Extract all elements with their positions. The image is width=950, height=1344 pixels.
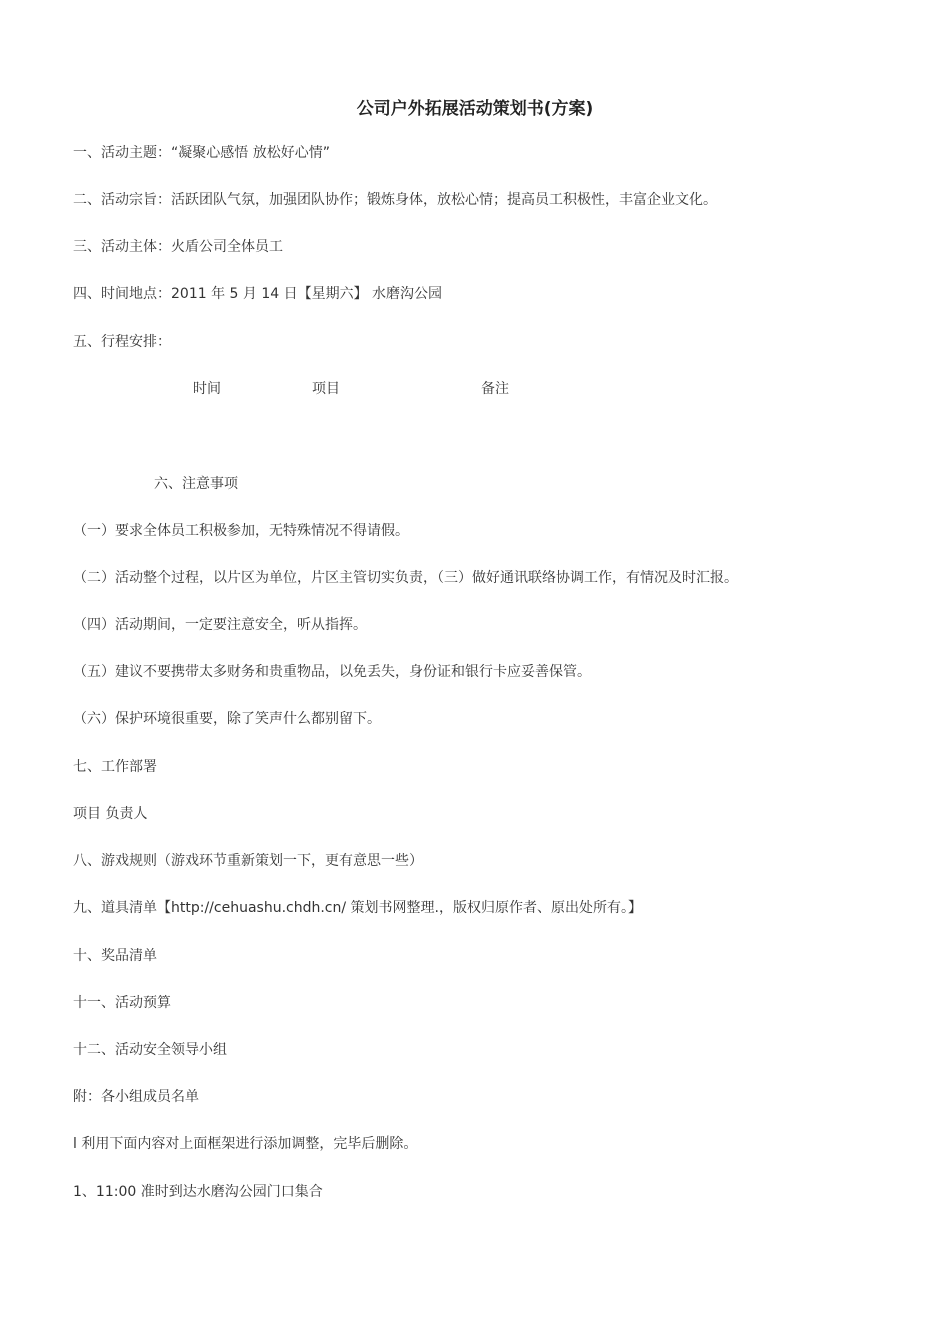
instruction-line: l 利用下面内容对上面框架进行添加调整，完毕后删除。 <box>73 1136 418 1152</box>
note-item: （一）要求全体员工积极参加，无特殊情况不得请假。 <box>73 523 409 539</box>
section-purpose: 二、活动宗旨：活跃团队气氛，加强团队协作；锻炼身体，放松心情；提高员工积极性，丰富企业文化。 <box>73 192 717 208</box>
note-item: （二）活动整个过程，以片区为单位，片区主管切实负责，（三）做好通讯联络协调工作，有情况及时汇报。 <box>73 570 738 586</box>
note-item: （六）保护环境很重要，除了笑声什么都别留下。 <box>73 711 381 727</box>
section-props: 九、道具清单【http://cehuashu.chdh.cn/ 策划书网整理.，版权归原作者、原出处所有。】 <box>73 900 642 916</box>
work-columns: 项目 负责人 <box>73 806 148 822</box>
section-appendix: 附：各小组成员名单 <box>73 1089 199 1105</box>
schedule-header-item: 项目 <box>312 381 340 397</box>
section-subject: 三、活动主体：火盾公司全体员工 <box>73 239 283 255</box>
section-prizes: 十、奖品清单 <box>73 948 157 964</box>
note-item: （五）建议不要携带太多财务和贵重物品，以免丢失，身份证和银行卡应妥善保管。 <box>73 664 591 680</box>
section-schedule: 五、行程安排： <box>73 334 171 350</box>
note-item: （四）活动期间，一定要注意安全，听从指挥。 <box>73 617 367 633</box>
schedule-item-1: 1、11:00 准时到达水磨沟公园门口集合 <box>73 1184 323 1200</box>
section-theme: 一、活动主题：“凝聚心感悟 放松好心情” <box>73 145 330 161</box>
section-budget: 十一、活动预算 <box>73 995 171 1011</box>
document-title: 公司户外拓展活动策划书(方案) <box>356 99 594 119</box>
section-safety-group: 十二、活动安全领导小组 <box>73 1042 227 1058</box>
section-work: 七、工作部署 <box>73 759 157 775</box>
notes-heading: 六、注意事项 <box>154 476 238 492</box>
schedule-header-remark: 备注 <box>481 381 509 397</box>
section-game-rules: 八、游戏规则（游戏环节重新策划一下，更有意思一些） <box>73 853 423 869</box>
section-time-place: 四、时间地点：2011 年 5 月 14 日【星期六】 水磨沟公园 <box>73 286 443 302</box>
schedule-header-time: 时间 <box>193 381 221 397</box>
